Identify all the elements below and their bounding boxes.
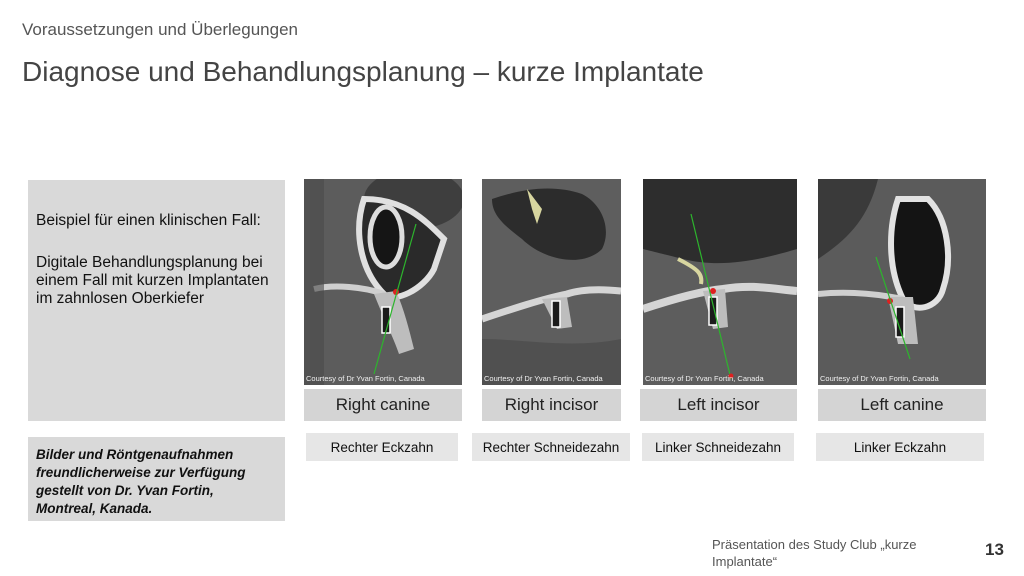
caption-left-incisor: Linker Schneidezahn — [642, 433, 794, 461]
scan-courtesy-note: Courtesy of Dr Yvan Fortin, Canada — [820, 374, 939, 383]
scan-courtesy-note: Courtesy of Dr Yvan Fortin, Canada — [484, 374, 603, 383]
scan-label-left-canine: Left canine — [818, 389, 986, 421]
ct-scan-image — [482, 179, 621, 385]
case-description-box — [28, 180, 285, 421]
caption-left-canine: Linker Eckzahn — [816, 433, 984, 461]
caption-right-canine: Rechter Eckzahn — [306, 433, 458, 461]
scan-label-left-incisor: Left incisor — [640, 389, 797, 421]
scan-courtesy-note: Courtesy of Dr Yvan Fortin, Canada — [306, 374, 425, 383]
ct-scan-image — [818, 179, 986, 385]
ct-scan-right-canine — [304, 179, 462, 385]
scan-label-right-canine: Right canine — [304, 389, 462, 421]
ct-scan-left-incisor — [643, 179, 797, 385]
page-number: 13 — [985, 540, 1004, 559]
ct-scan-image — [643, 179, 797, 385]
footer-presentation-note: Präsentation des Study Club „kurze Implantate“ — [712, 537, 917, 569]
ct-scan-right-incisor — [482, 179, 621, 385]
ct-scan-image — [304, 179, 462, 385]
case-description-intro: Beispiel für einen klinischen Fall: — [36, 212, 261, 229]
image-credit-box — [28, 437, 285, 521]
scan-label-right-incisor: Right incisor — [482, 389, 621, 421]
slide-title: Diagnose und Behandlungsplanung – kurze Implantate — [22, 56, 704, 87]
section-subtitle: Voraussetzungen und Überlegungen — [22, 20, 298, 39]
ct-scan-left-canine — [818, 179, 986, 385]
scan-courtesy-note: Courtesy of Dr Yvan Fortin, Canada — [645, 374, 764, 383]
case-description-detail: Digitale Behandlungsplanung bei einem Fall mit kurzen Implantaten im zahnlosen Oberkiefer — [36, 254, 269, 307]
image-credit-text: Bilder und Röntgenaufnahmen freundlicherweise zur Verfügung gestellt von Dr. Yvan Fortin, Montreal, Kanada. — [36, 447, 246, 516]
caption-right-incisor: Rechter Schneidezahn — [472, 433, 630, 461]
